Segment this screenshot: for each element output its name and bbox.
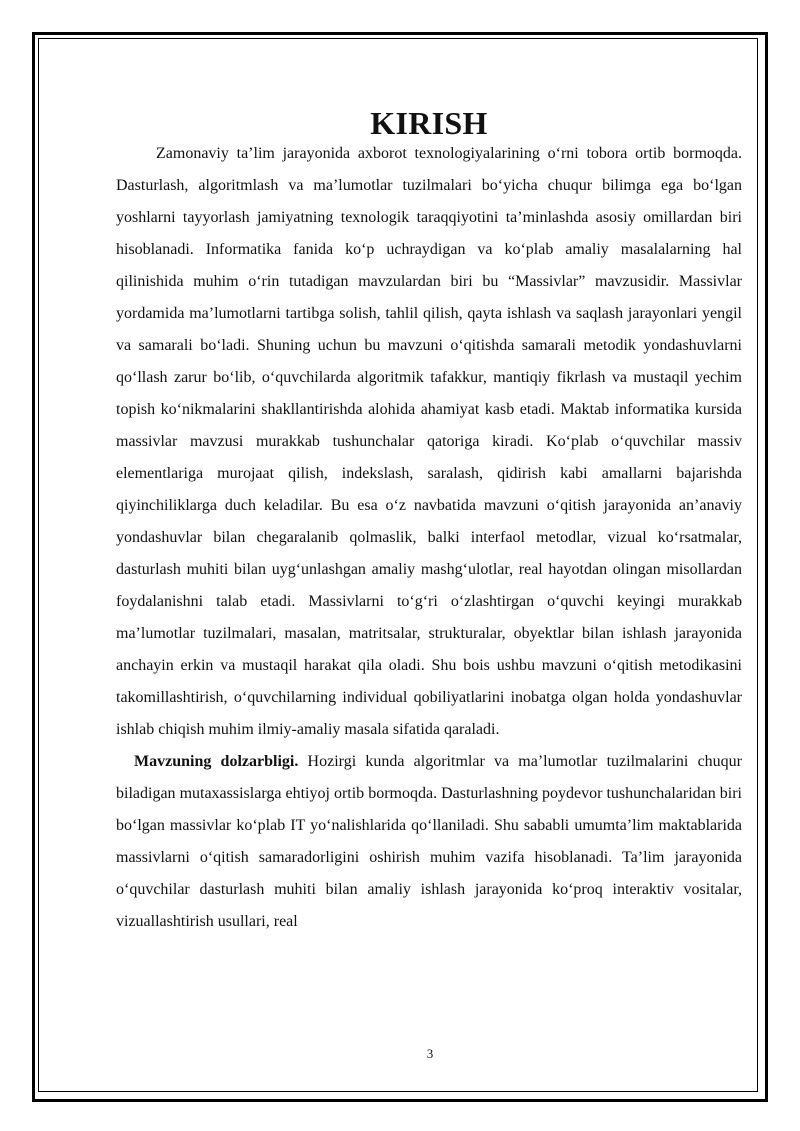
relevance-heading: Mavzuning dolzarbligi. (134, 753, 299, 770)
section-title: KIRISH (370, 105, 488, 141)
relevance-text: Hozirgi kunda algoritmlar va ma’lumotlar tuzilmalarini chuqur biladigan mutaxassislarga ehtiyoj ortib bormoqda. Dasturlashning poydevor tushunchalaridan biri bo‘lgan massivlar ko‘plab IT yo‘nalishlarida qo‘llaniladi. Shu sababli umumta’lim maktablarida massivlarni o‘qitish samaradorligini oshirish muhim vazifa hisoblanadi. Ta’lim jarayonida o‘quvchilar dasturlash muhiti bilan amaliy ishlash jarayonida ko‘proq interaktiv vositalar, vizuallashtirish usullari, real (116, 753, 743, 930)
document-body (116, 105, 743, 938)
page-number: 3 (426, 1046, 434, 1061)
intro-paragraph: Zamonaviy ta’lim jarayonida axborot texnologiyalarining o‘rni tobora ortib bormoqda. Dasturlash, algoritmlash va ma’lumotlar tuzilmalari bo‘yicha chuqur bilimga ega bo‘lgan yoshlarni tayyorlash jamiyatning texnologik taraqqiyotini ta’minlashda asosiy omillardan biri hisoblanadi. Informatika fanida ko‘p uchraydigan va ko‘plab amaliy masalalarning hal qilinishida muhim o‘rin tutadigan mavzulardan biri bu “Massivlar” mavzusidir. Massivlar yordamida ma’lumotlarni tartibga solish, tahlil qilish, qayta ishlash va saqlash jarayonlari yengil va samarali bo‘ladi. Shuning uchun bu mavzuni o‘qitishda samarali metodik yondashuvlarni qo‘llash zarur bo‘lib, o‘quvchilarda algoritmik tafakkur, mantiqiy fikrlash va mustaqil yechim topish ko‘nikmalarini shakllantirishda alohida ahamiyat kasb etadi. Maktab informatika kursida massivlar mavzusi murakkab tushunchalar qatoriga kiradi. Ko‘plab o‘quvchilar massiv elementlariga murojaat qilish, indekslash, saralash, qidirish kabi amallarni bajarishda qiyinchiliklarga duch keladilar. Bu esa o‘z navbatida mavzuni o‘qitish jarayonida an’anaviy yondashuvlar bilan chegaralanib qolmaslik, balki interfaol metodlar, vizual ko‘rsatmalar, dasturlash muhiti bilan uyg‘unlashgan amaliy mashg‘ulotlar, real hayotdan olingan misollardan foydalanishni talab etadi. Massivlarni to‘g‘ri o‘zlashtirgan o‘quvchi keyingi murakkab ma’lumotlar tuzilmalari, masalan, matritsalar, strukturalar, obyektlar bilan ishlash jarayonida anchayin erkin va mustaqil harakat qila oladi. Shu bois ushbu mavzuni o‘qitish metodikasini takomillashtirish, o‘quvchilarning individual qobiliyatlarini inobatga olgan holda yondashuvlar ishlab chiqish muhim ilmiy-amaliy masala sifatida qaraladi. (116, 145, 742, 738)
relevance-paragraph (116, 746, 742, 938)
